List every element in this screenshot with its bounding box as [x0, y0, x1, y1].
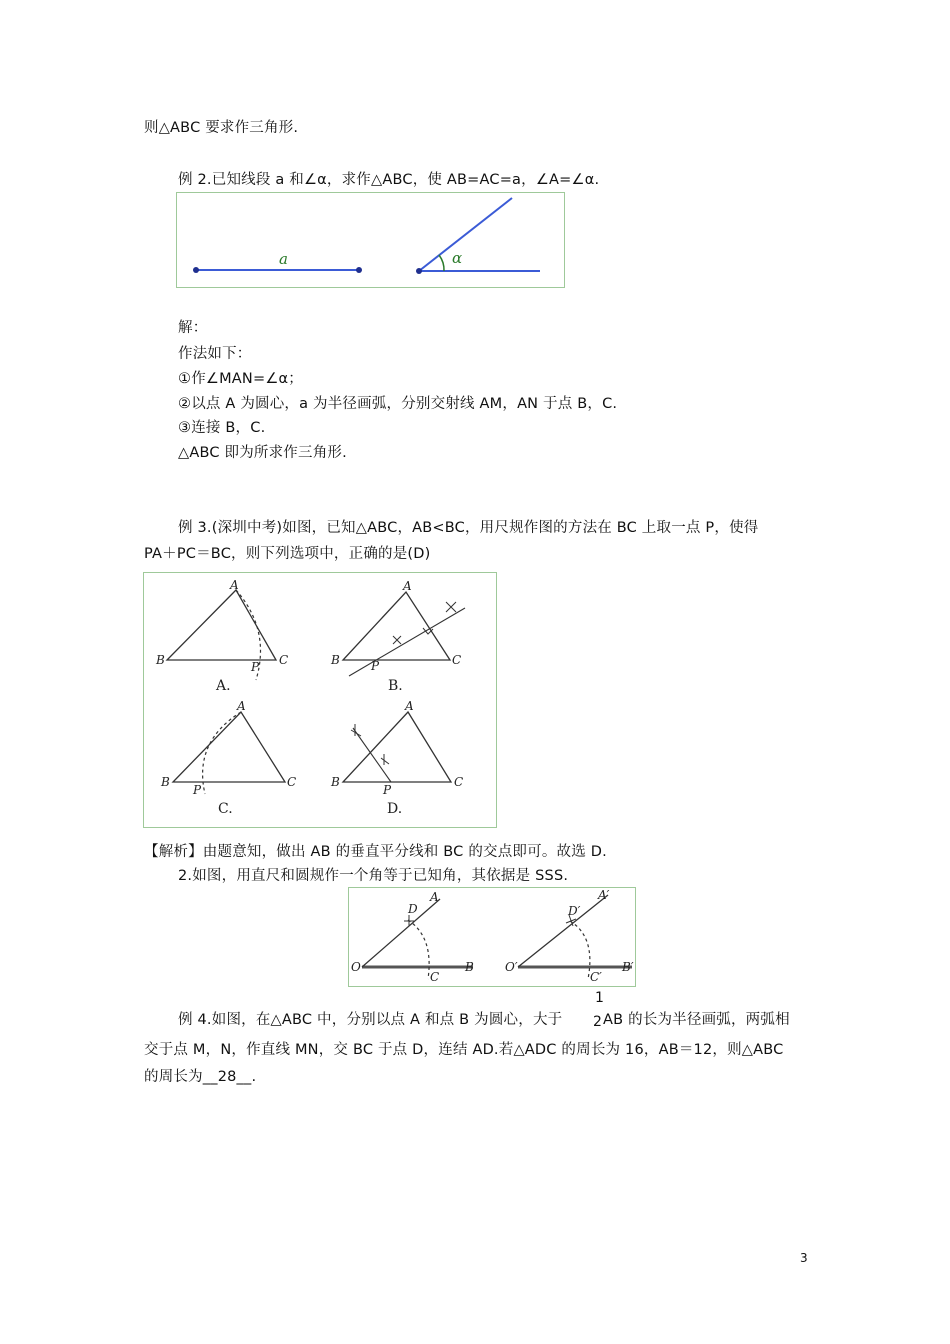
text-line-14: 交于点 M，N，作直线 MN，交 BC 于点 D，连结 AD.若△ADC 的周长为 16，AB＝12，则△ABC — [144, 1042, 784, 1058]
svg-text:P: P — [371, 659, 380, 673]
text-line-6: ②以点 A 为圆心，a 为半径画弧，分别交射线 AM，AN 于点 B，C. — [178, 396, 618, 412]
svg-text:C: C — [279, 653, 289, 667]
text-line-9: 例 3.(深圳中考)如图，已知△ABC，AB<BC，用尺规作图的方法在 BC 上取一点 P，使得 — [178, 520, 759, 536]
figure-copy-angle — [348, 887, 636, 987]
svg-text:C: C — [452, 653, 462, 667]
svg-text:B: B — [156, 653, 165, 667]
svg-text:P: P — [193, 783, 202, 797]
text-line-12: 2.如图，用直尺和圆规作一个角等于已知角，其依据是 SSS. — [178, 868, 569, 884]
svg-text:D′: D′ — [568, 904, 581, 918]
segment-a-label: a — [279, 250, 288, 268]
svg-text:P: P — [383, 783, 392, 797]
figure-four-options — [143, 572, 497, 828]
svg-text:O: O — [351, 960, 361, 974]
figure-segment-and-angle — [176, 192, 565, 288]
svg-text:A: A — [405, 699, 414, 713]
text-line-8: △ABC 即为所求作三角形. — [178, 445, 347, 461]
svg-text:P: P — [251, 660, 260, 674]
svg-text:D: D — [408, 902, 418, 916]
caption-a: A. — [216, 678, 231, 694]
svg-text:A: A — [230, 578, 239, 592]
text-line-1: 则△ABC 要求作三角形. — [144, 120, 299, 136]
text-line-15: 的周长为__28__. — [144, 1069, 257, 1085]
text-line-13a: 例 4.如图，在△ABC 中，分别以点 A 和点 B 为圆心，大于 — [178, 1012, 563, 1028]
svg-text:C: C — [287, 775, 297, 789]
text-line-3: 解： — [178, 320, 208, 336]
svg-text:C′: C′ — [590, 970, 602, 984]
svg-text:B′: B′ — [622, 960, 634, 974]
svg-text:A: A — [430, 890, 439, 904]
svg-text:B: B — [465, 960, 474, 974]
svg-text:C: C — [454, 775, 464, 789]
text-line-10: PA＋PC＝BC，则下列选项中，正确的是(D) — [144, 546, 431, 562]
text-line-5: ①作∠MAN=∠α； — [178, 371, 303, 387]
text-line-4: 作法如下： — [178, 346, 252, 362]
angle-alpha-label: α — [452, 249, 463, 267]
svg-text:A: A — [403, 579, 412, 593]
caption-d: D. — [387, 801, 403, 817]
svg-text:A: A — [237, 699, 246, 713]
svg-text:C: C — [430, 970, 440, 984]
svg-text:B: B — [331, 775, 340, 789]
svg-text:B: B — [331, 653, 340, 667]
text-line-7: ③连接 B，C. — [178, 420, 266, 436]
svg-text:A′: A′ — [598, 888, 610, 902]
fraction-denominator: 2 — [593, 1014, 602, 1030]
svg-text:B: B — [161, 775, 170, 789]
page-number: 3 — [800, 1251, 808, 1265]
text-line-2: 例 2.已知线段 a 和∠α，求作△ABC，使 AB=AC=a，∠A=∠α. — [178, 172, 600, 188]
text-line-13b: AB 的长为半径画弧，两弧相 — [603, 1012, 790, 1028]
text-line-11: 【解析】由题意知，做出 AB 的垂直平分线和 BC 的交点即可。故选 D. — [144, 844, 607, 860]
caption-c: C. — [218, 801, 233, 817]
svg-text:O′: O′ — [505, 960, 518, 974]
caption-b: B. — [388, 678, 403, 694]
fraction-numerator: 1 — [595, 990, 604, 1006]
